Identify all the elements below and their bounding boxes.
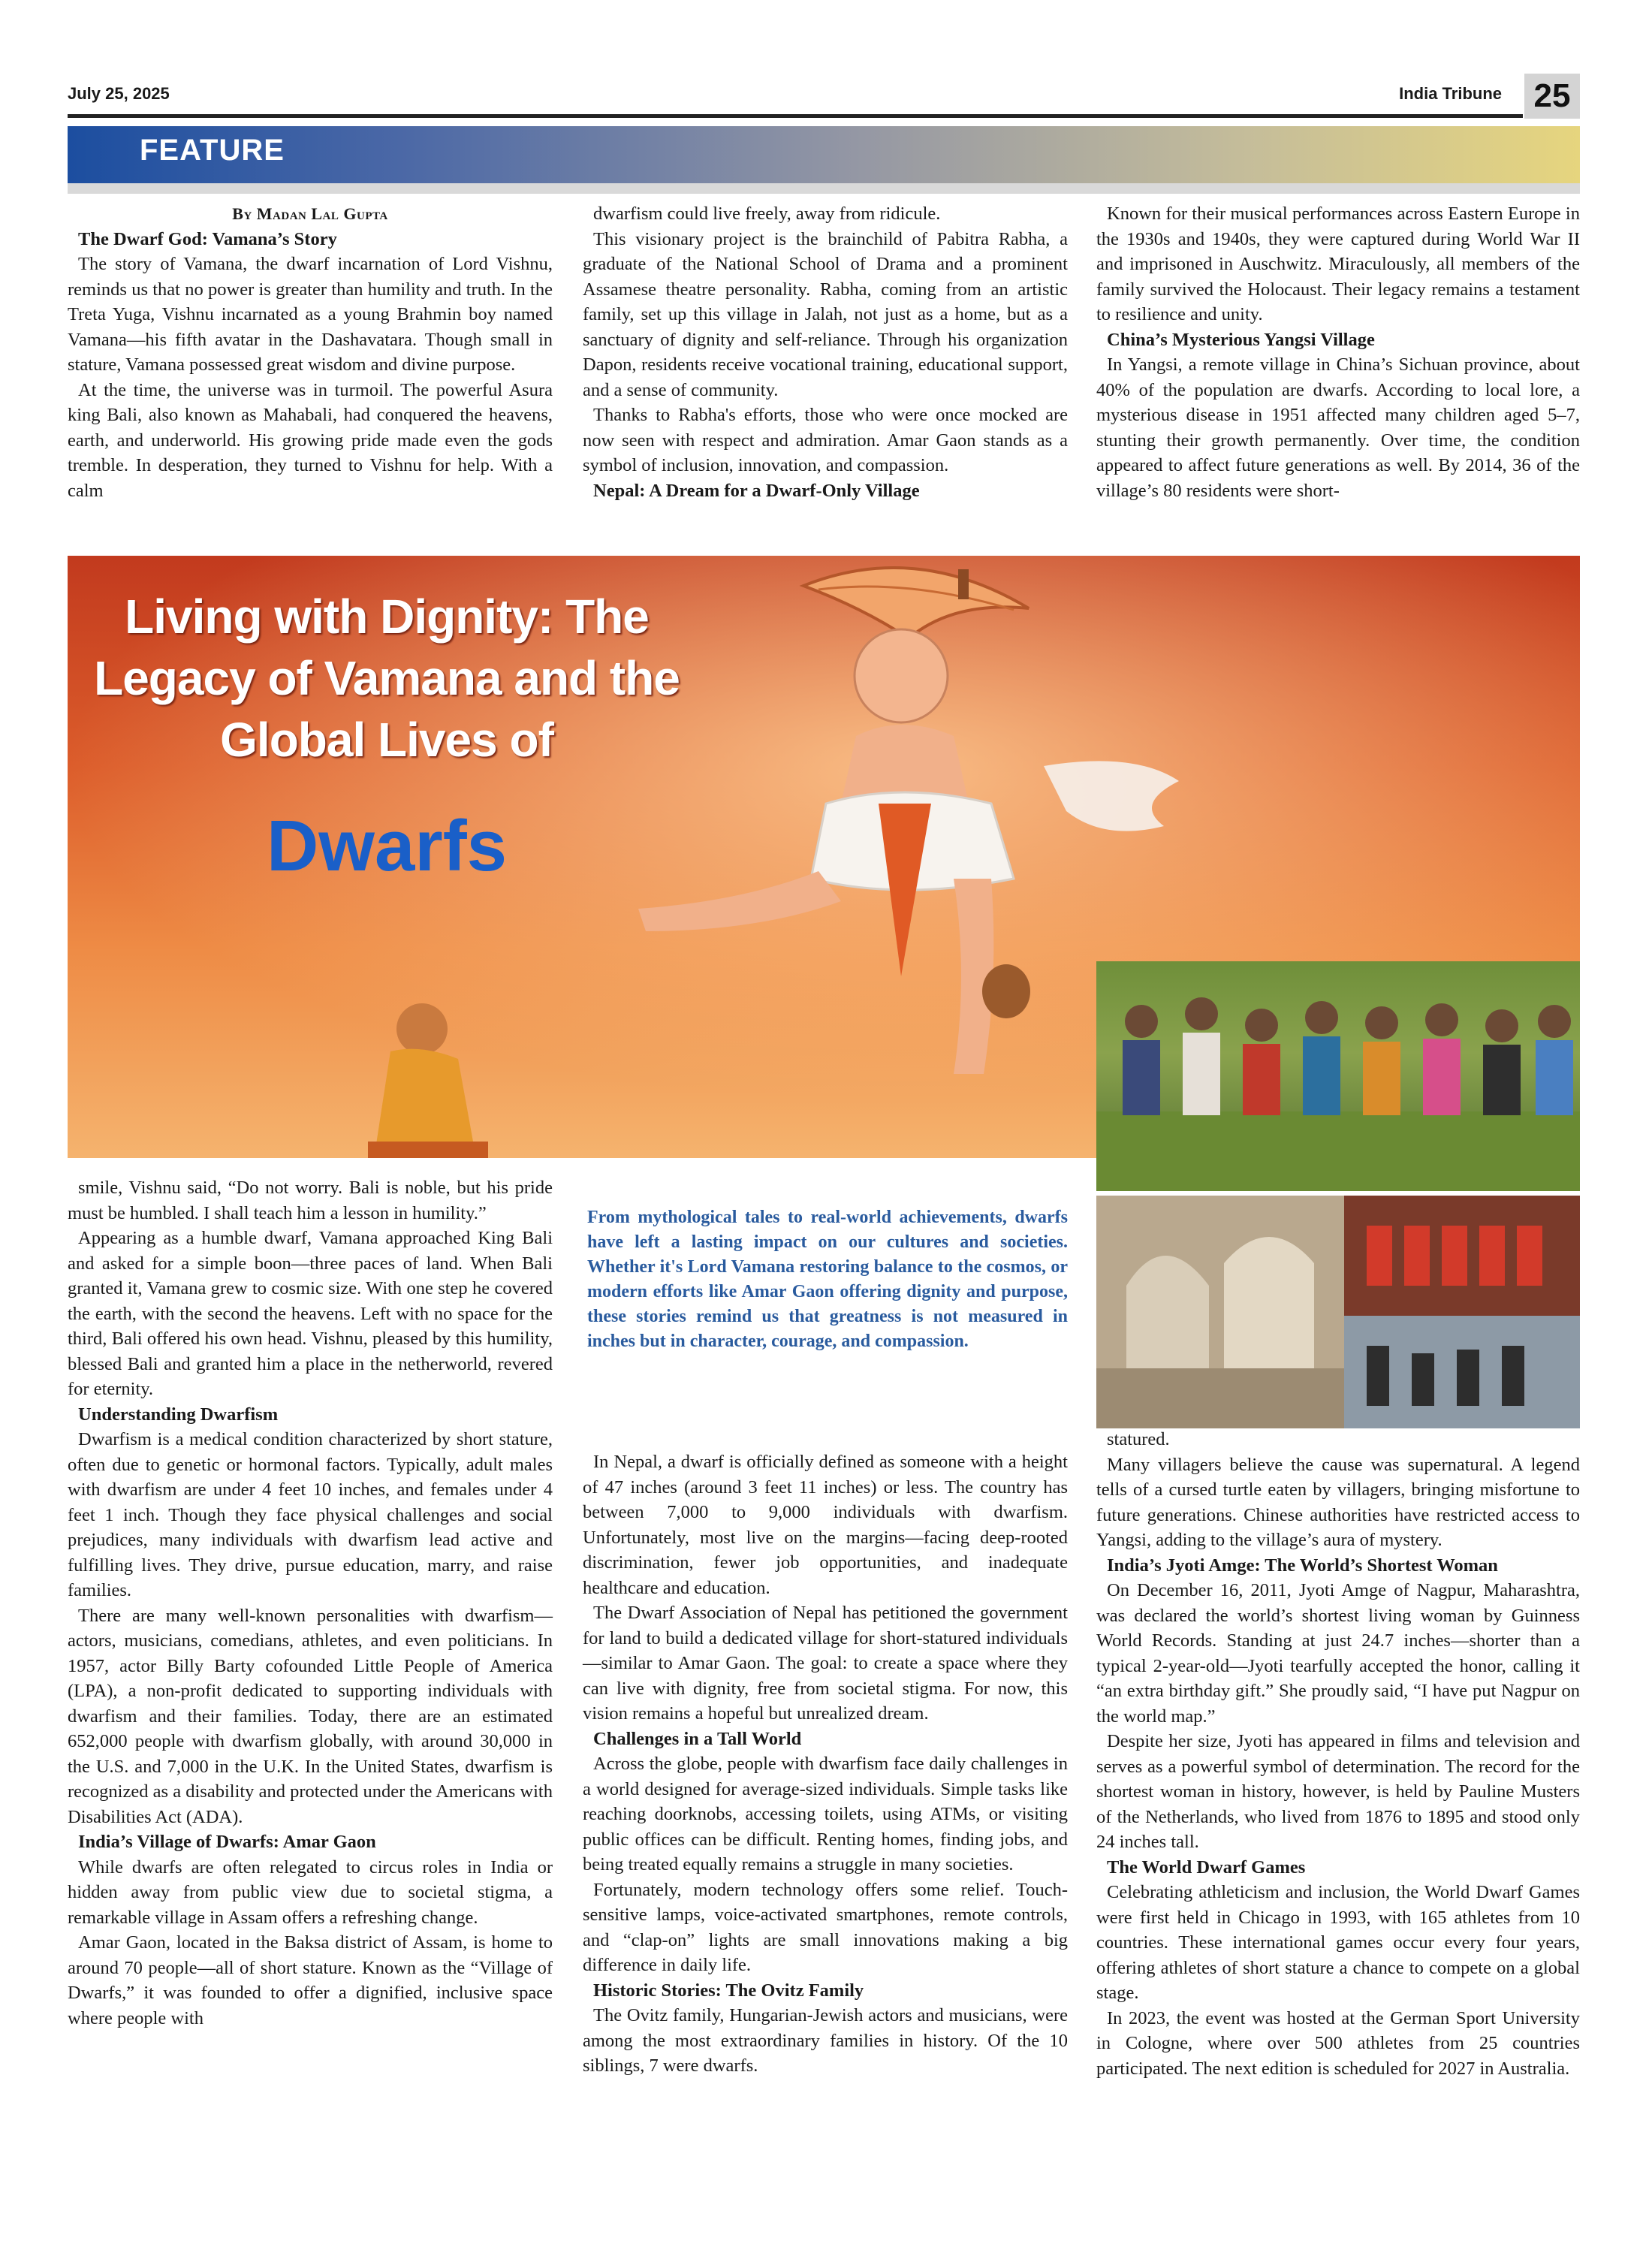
column-1-top-body — [68, 227, 553, 504]
paragraph: dwarfism could live freely, away from ridicule. — [593, 204, 941, 224]
subheading: Understanding Dwarfism — [78, 1404, 279, 1425]
subheading: The World Dwarf Games — [1107, 1856, 1306, 1878]
section-label: FEATURE — [140, 134, 285, 167]
paragraph: The story of Vamana, the dwarf incarnation of Lord Vishnu, reminds us that no power is greater than humility and truth. In the Treta Yuga, Vishnu incarnated as a young Brahmin boy named Vamana—his fifth avatar in the Dashavatara. Though small in stature, Vamana possessed great wisdom and divine purpose. — [68, 254, 553, 375]
column-1-top — [68, 201, 553, 503]
paragraph: statured. — [1107, 1429, 1170, 1449]
paragraph: This visionary project is the brainchild of Pabitra Rabha, a graduate of the National School of Drama and a prominent Assamese theatre personality. Rabha, coming from an artistic family, set up this village in Jalah, not just as a home, but as a sanctuary of dignity and self-reliance. Through his organization Dapon, residents receive vocational training, educational support, and a sense of community. — [583, 228, 1068, 400]
paragraph: smile, Vishnu said, “Do not worry. Bali is noble, but his pride must be humbled. I shall teach him a lesson in humility.” — [68, 1178, 553, 1223]
collage-figures — [1096, 1196, 1580, 1428]
paragraph: The Dwarf Association of Nepal has petitioned the government for land to build a dedicated village for short-statured individuals—similar to Amar Gaon. The goal: to create a space where they can live with dignity, free from societal stigma. For now, this vision remains a hopeful but unrealized dream. — [583, 1603, 1068, 1724]
paragraph: Known for their musical performances across Eastern Europe in the 1930s and 1940s, they were captured during World War II and imprisoned in Auschwitz. Miraculously, all members of the family survived the Holocaust. Their legacy remains a testament to resilience and unity. — [1096, 204, 1580, 324]
column-2-top — [583, 201, 1068, 503]
paragraph: Celebrating athleticism and inclusion, the World Dwarf Games were first held in Chicago in 1993, with 165 athletes from 10 countries. These international games occur every four years, offering athletes of short stature a chance to compete on a global stage. — [1096, 1882, 1580, 2003]
paragraph: Across the globe, people with dwarfism face daily challenges in a world designed for average-sized individuals. Simple tasks like reaching doorknobs, accessing toilets, using ATMs, or visiting public offices can be difficult. Renting homes, finding jobs, and being treated equally remains a struggle in many societies. — [583, 1754, 1068, 1874]
paragraph: Appearing as a humble dwarf, Vamana approached King Bali and asked for a simple boon—three paces of land. When Bali granted it, Vamana grew to cosmic size. With one step he covered the earth, with the second the heavens. Left with no space for the third, Bali offered his own head. Vishnu, pleased by this humility, blessed Bali and granted him a place in the netherworld, revered for eternity. — [68, 1228, 553, 1399]
paragraph: In Nepal, a dwarf is officially defined as someone with a height of 47 inches (around 3 feet 11 inches) or less. The country has between 7,000 to 9,000 individuals with dwarfism. Unfortunately, most live on the margins—facing deep-rooted discrimination, fewer job opportunities, and inadequate healthcare and education. — [583, 1452, 1068, 1598]
paragraph: At the time, the universe was in turmoil. The powerful Asura king Bali, also known as Mahabali, had conquered the heavens, earth, and underworld. His growing pride made even the gods tremble. In desperation, they turned to Vishnu for help. With a calm — [68, 379, 553, 501]
subheading: India’s Village of Dwarfs: Amar Gaon — [78, 1832, 376, 1852]
byline: By Madan Lal Gupta — [232, 204, 388, 223]
page-number: 25 — [1524, 74, 1580, 119]
subheading: Challenges in a Tall World — [593, 1728, 802, 1749]
subheading: India’s Jyoti Amge: The World’s Shortest Woman — [1107, 1555, 1498, 1576]
pull-quote: From mythological tales to real-world achievements, dwarfs have left a lasting impact on our cultures and societies. Whether it's Lord Vamana restoring balance to the cosmos, or modern efforts like Amar Gaon offering dignity and purpose, these stories remind us that greatness is not measured in inches but in character, courage, and compassion. — [587, 1208, 1068, 1351]
header-rule — [68, 114, 1523, 118]
headline: Living with Dignity: The Legacy of Vamana and the Global Lives of — [94, 590, 680, 767]
paragraph: There are many well-known personalities with dwarfism—actors, musicians, comedians, athletes, and even politicians. In 1957, actor Billy Barty cofounded Little People of America (LPA), a non-profit dedicated to supporting individuals with dwarfism and their families. Today, there are an estimated 652,000 people with dwarfism globally, with around 30,000 in the U.S. and 7,000 in the U.K. In the United States, dwarfism is recognized as a disability and protected under the Americans with Disabilities Act (ADA). — [68, 1605, 553, 1827]
paragraph: Thanks to Rabha's efforts, those who were once mocked are now seen with respect and admiration. Amar Gaon stands as a symbol of inclusion, innovation, and compassion. — [583, 405, 1068, 475]
paragraph: The Ovitz family, Hungarian-Jewish actors and musicians, were among the most extraordinary families in history. Of the 10 siblings, 7 were dwarfs. — [583, 2005, 1068, 2076]
column-3-top — [1096, 201, 1580, 503]
paragraph: Despite her size, Jyoti has appeared in films and television and serves as a powerful symbol of determination. The record for the shortest woman in history, however, is held by Pauline Musters of the Netherlands, who lived from 1876 to 1895 and stood only 24 inches tall. — [1096, 1731, 1580, 1852]
paragraph: Many villagers believe the cause was supernatural. A legend tells of a cursed turtle eaten by villagers, bringing misfortune to future generations. Chinese authorities have restricted access to Yangsi, adding to the village’s aura of mystery. — [1096, 1454, 1580, 1550]
paragraph: While dwarfs are often relegated to circus roles in India or hidden away from public view due to societal stigma, a remarkable village in Assam offers a refreshing change. — [68, 1856, 553, 1928]
issue-date: July 25, 2025 — [68, 84, 170, 103]
section-banner — [68, 126, 1580, 183]
column-2-bottom — [583, 1449, 1068, 2079]
subheading: Historic Stories: The Ovitz Family — [593, 1980, 864, 2001]
column-3-bottom — [1096, 1427, 1580, 2081]
dwarf-collage-photo — [1096, 1196, 1580, 1428]
paragraph: In Yangsi, a remote village in China’s Sichuan province, about 40% of the population are dwarfs. According to local lore, a mysterious disease in 1951 affected many children aged 5–7, stunting their growth permanently. Over time, the condition appeared to affect future generations as well. By 2014, 36 of the village’s 80 residents were short- — [1096, 354, 1580, 501]
subheading: Nepal: A Dream for a Dwarf-Only Village — [593, 480, 920, 501]
paragraph: Dwarfism is a medical condition characterized by short stature, often due to genetic or hormonal factors. Typically, adult males with dwarfism are under 4 feet 10 inches, and females under 4 feet 1 inch. Though they face physical challenges and social prejudices, many individuals with dwarfism lead active and fulfilling lives. They drive, pursue education, marry, and raise families. — [68, 1429, 553, 1600]
paragraph: In 2023, the event was hosted at the German Sport University in Cologne, where over 500 athletes from 25 countries participated. The next edition is scheduled for 2027 in Australia. — [1096, 2007, 1580, 2079]
section-banner-rule — [68, 183, 1580, 194]
paragraph: Fortunately, modern technology offers some relief. Touch-sensitive lamps, voice-activated smartphones, remote controls, and “clap-on” lights are small innovations making a big difference in daily life. — [583, 1879, 1068, 1975]
subheading: China’s Mysterious Yangsi Village — [1107, 329, 1375, 350]
column-1-bottom — [68, 1175, 553, 2031]
subheading: The Dwarf God: Vamana’s Story — [78, 228, 337, 249]
yangsi-villagers-photo — [1096, 961, 1580, 1191]
publication-name: India Tribune — [1399, 84, 1502, 103]
paragraph: Amar Gaon, located in the Baksa district of Assam, is home to around 70 people—all of short stature. Known as the “Village of Dwarfs,” it was founded to offer a dignified, inclusive space where people with — [68, 1932, 553, 2028]
paragraph: On December 16, 2011, Jyoti Amge of Nagpur, Maharashtra, was declared the world’s shortest living woman by Guinness World Records. Standing at just 24.7 inches—shorter than a typical 2-year-old—Jyoti tearfully accepted the honor, calling it “an extra birthday gift.” She proudly said, “I have put Nagpur on the world map.” — [1096, 1580, 1580, 1727]
group-photo-figures — [1096, 961, 1580, 1191]
headline-emphasis: Dwarfs — [266, 806, 508, 886]
